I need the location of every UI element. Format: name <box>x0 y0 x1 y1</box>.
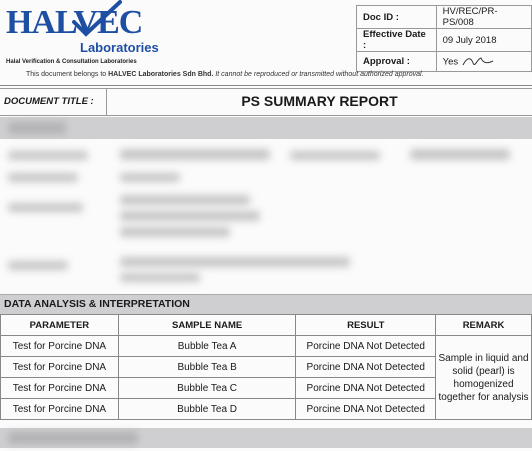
meta-label: Effective Date : <box>357 29 437 52</box>
redacted-text <box>120 195 250 205</box>
notice-company: HALVEC Laboratories Sdn Bhd. <box>108 71 214 78</box>
remark-cell: Sample in liquid and solid (pearl) is homogenized together for analysis <box>436 336 532 420</box>
redacted-text <box>120 211 260 221</box>
redacted-text <box>120 173 180 182</box>
document-meta-table <box>356 5 532 72</box>
redacted-text <box>410 149 510 160</box>
section-title: DATA ANALYSIS & INTERPRETATION <box>4 298 190 310</box>
table-header-row <box>1 315 532 336</box>
notice-prefix: This document belongs to <box>26 71 109 78</box>
section-header <box>0 294 532 315</box>
meta-label: Approval : <box>357 52 437 72</box>
notice-suffix: It cannot be reproduced or transmitted without authorized approval. <box>213 71 424 78</box>
redacted-footer-band <box>0 428 532 448</box>
meta-value: HV/REC/PR-PS/008 <box>436 6 531 29</box>
column-header-remark: REMARK <box>436 315 532 336</box>
result-cell: Porcine DNA Not Detected <box>296 336 436 357</box>
parameter-cell: Test for Porcine DNA <box>1 357 119 378</box>
logo-subtitle: Laboratories <box>80 40 159 55</box>
result-cell: Porcine DNA Not Detected <box>296 378 436 399</box>
column-header-sample-name: SAMPLE NAME <box>118 315 296 336</box>
parameter-cell: Test for Porcine DNA <box>1 399 119 420</box>
redacted-text <box>8 203 83 212</box>
parameter-cell: Test for Porcine DNA <box>1 336 119 357</box>
header-divider <box>0 85 532 86</box>
sample-cell: Bubble Tea A <box>118 336 296 357</box>
ownership-notice <box>26 71 424 78</box>
result-cell: Porcine DNA Not Detected <box>296 357 436 378</box>
table-row <box>1 336 532 357</box>
redacted-text <box>120 149 270 160</box>
meta-label: Doc ID : <box>357 6 437 29</box>
redacted-text <box>120 227 230 237</box>
meta-value: 09 July 2018 <box>436 29 531 52</box>
document-title: PS SUMMARY REPORT <box>241 93 398 109</box>
redacted-text <box>8 432 138 444</box>
redacted-text <box>8 122 66 134</box>
meta-row-effective-date <box>357 29 532 52</box>
redacted-section-header <box>0 117 532 139</box>
meta-value <box>436 52 531 72</box>
result-cell: Porcine DNA Not Detected <box>296 399 436 420</box>
meta-row-doc-id <box>357 6 532 29</box>
document-title-label: DOCUMENT TITLE : <box>4 96 94 107</box>
approval-value: Yes <box>442 56 459 68</box>
redacted-text <box>120 257 350 267</box>
redacted-text <box>8 261 68 270</box>
logo-checkmark-icon <box>68 0 128 40</box>
logo-tagline: Halal Verification & Consultation Laboratories <box>6 59 137 65</box>
parameter-cell: Test for Porcine DNA <box>1 378 119 399</box>
signature-icon <box>461 55 495 69</box>
meta-row-approval <box>357 52 532 72</box>
company-logo: HALVEC <box>6 4 143 41</box>
redacted-text <box>8 173 78 182</box>
redacted-text <box>8 151 88 160</box>
column-header-parameter: PARAMETER <box>1 315 119 336</box>
analysis-table <box>0 314 532 420</box>
redacted-text <box>290 151 380 160</box>
sample-cell: Bubble Tea B <box>118 357 296 378</box>
document-title-bar <box>0 88 532 116</box>
sample-cell: Bubble Tea D <box>118 399 296 420</box>
redacted-details-block <box>0 139 532 294</box>
redacted-text <box>120 273 200 282</box>
sample-cell: Bubble Tea C <box>118 378 296 399</box>
column-header-result: RESULT <box>296 315 436 336</box>
